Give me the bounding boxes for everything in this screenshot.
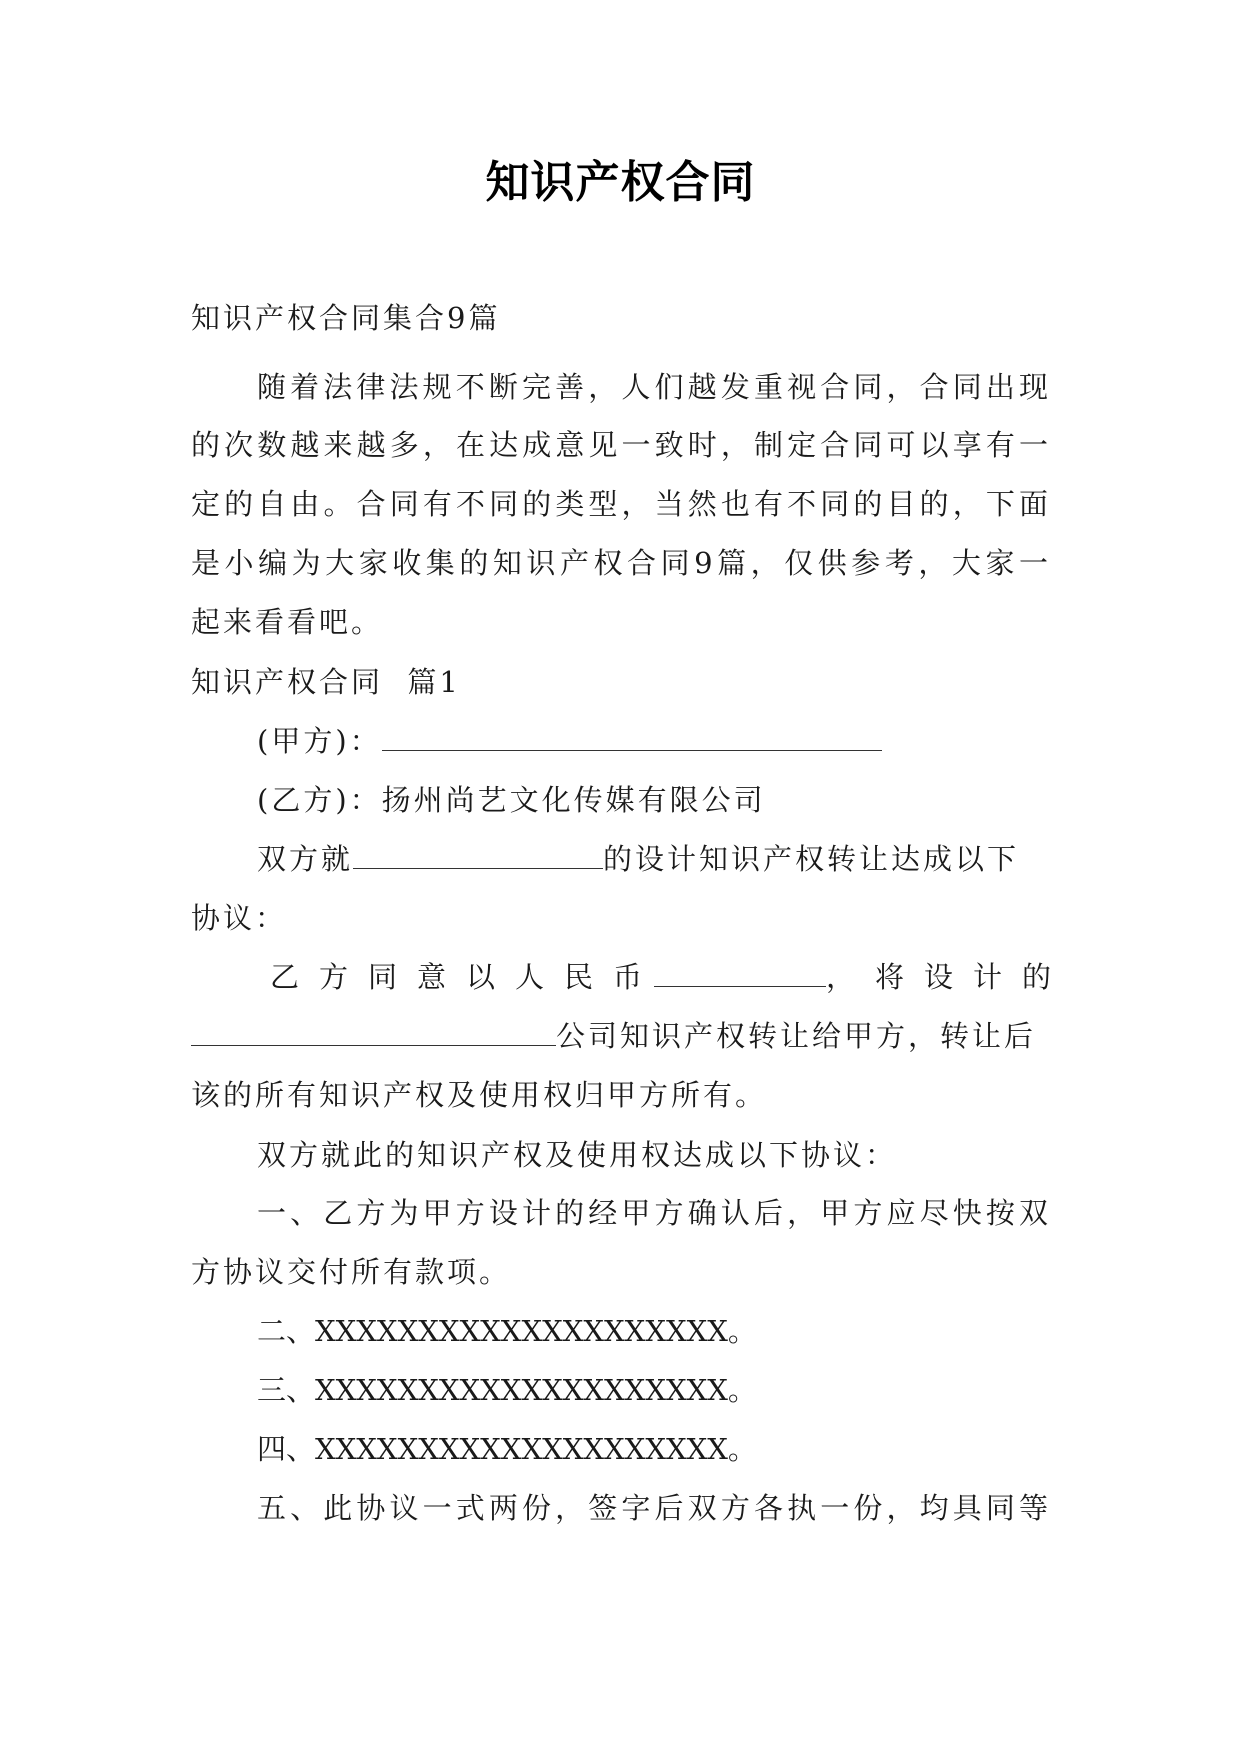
section-heading: 知识产权合同 篇1 (191, 665, 461, 699)
transfer-line-3: 该的所有知识产权及使用权归甲方所有。 (191, 1078, 768, 1112)
intro-line-2: 的次数越来越多，在达成意见一致时，制定合同可以享有一 (191, 428, 1051, 462)
clause-3: 三、XXXXXXXXXXXXXXXXXXXX。 (257, 1373, 757, 1407)
clause-2: 二、XXXXXXXXXXXXXXXXXXXX。 (257, 1314, 757, 1348)
clause-4: 四、XXXXXXXXXXXXXXXXXXXX。 (257, 1432, 757, 1466)
price-blank (654, 958, 826, 987)
document-title: 知识产权合同 (485, 157, 756, 208)
document-subtitle: 知识产权合同集合9篇 (191, 301, 501, 335)
transfer-line-1 (270, 957, 1071, 997)
transfer-line-2 (191, 1016, 1051, 1056)
intro-line-1: 随着法律法规不断完善，人们越发重视合同，合同出现 (257, 370, 1051, 404)
intro-line-4: 是小编为大家收集的知识产权合同9篇，仅供参考，大家一 (191, 546, 1051, 580)
agree-suffix: 的设计知识产权转让达成以下 (603, 842, 1020, 876)
clause-1-line-2: 方协议交付所有款项。 (191, 1255, 512, 1289)
agree-line-2: 协议： (191, 901, 288, 935)
design-subject-blank (353, 840, 603, 869)
company-blank (191, 1017, 556, 1046)
clause-1-line-1: 一、乙方为甲方设计的经甲方确认后，甲方应尽快按双 (257, 1196, 1051, 1230)
party-b-line: (乙方)：扬州尚艺文化传媒有限公司 (257, 783, 766, 817)
agreement-intro: 双方就此的知识产权及使用权达成以下协议： (257, 1138, 898, 1172)
intro-line-3: 定的自由。合同有不同的类型，当然也有不同的目的，下面 (191, 487, 1051, 521)
transfer-suffix: ，将设计的 (825, 960, 1071, 994)
agree-line-1 (257, 839, 1051, 879)
party-a-blank (382, 722, 882, 751)
party-a-line (257, 721, 1051, 761)
transfer-prefix: 乙方同意以人民币 (270, 960, 663, 994)
clause-5: 五、此协议一式两份，签字后双方各执一份，均具同等 (257, 1491, 1051, 1525)
party-a-label: (甲方)： (257, 724, 382, 758)
intro-line-5: 起来看看吧。 (191, 605, 384, 639)
agree-prefix: 双方就 (257, 842, 354, 876)
transfer-line-2-suffix: 公司知识产权转让给甲方，转让后 (556, 1019, 1037, 1053)
